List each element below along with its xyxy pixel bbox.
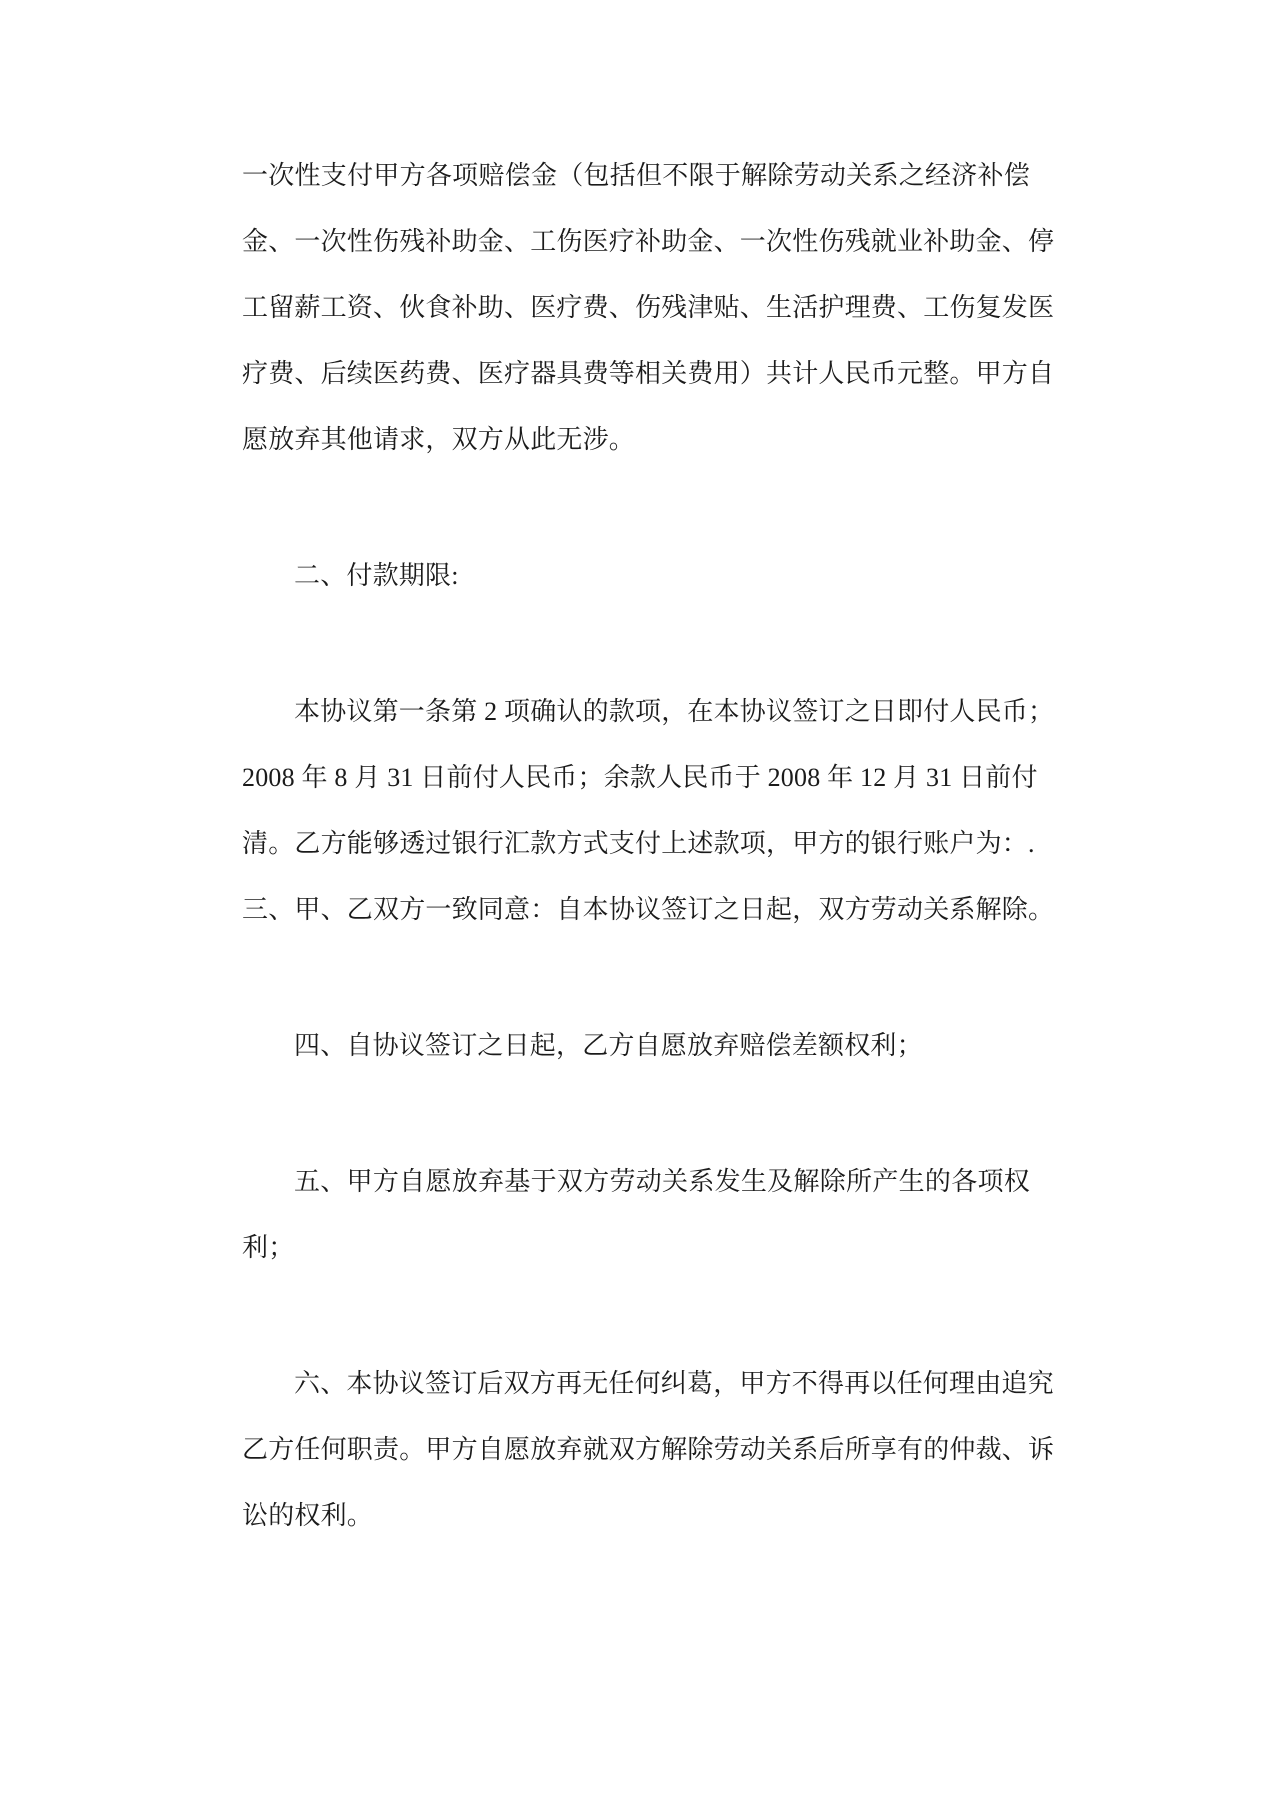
text-line: 讼的权利。 (242, 1501, 374, 1530)
text-line: 三、甲、乙双方一致同意：自本协议签订之日起，双方劳动关系解除。 (242, 895, 1055, 924)
text-line: 乙方任何职责。甲方自愿放弃就双方解除劳动关系后所享有的仲裁、诉 (242, 1435, 1055, 1464)
text-line: 二、付款期限: (294, 561, 459, 590)
text-line: 工留薪工资、伙食补助、医疗费、伤残津贴、生活护理费、工伤复发医 (242, 293, 1055, 322)
paragraph-clause-1-tail (242, 143, 1055, 473)
text-line: 一次性支付甲方各项赔偿金（包括但不限于解除劳动关系之经济补偿 (242, 161, 1030, 190)
text-line: 六、本协议签订后双方再无任何纠葛，甲方不得再以任何理由追究 (294, 1369, 1054, 1398)
text-line: 清。乙方能够透过银行汇款方式支付上述款项，甲方的银行账户为：. (242, 829, 1035, 858)
text-line: 金、一次性伤残补助金、工伤医疗补助金、一次性伤残就业补助金、停 (242, 227, 1055, 256)
text-line: 本协议第一条第 2 项确认的款项，在本协议签订之日即付人民币； (294, 697, 1055, 726)
text-line: 利； (242, 1233, 295, 1262)
paragraph-clause-4 (242, 1013, 1030, 1079)
paragraph-clause-6 (242, 1351, 1055, 1549)
text-line: 愿放弃其他请求，双方从此无涉。 (242, 425, 636, 454)
paragraph-clause-5 (242, 1149, 1030, 1281)
document-body (242, 143, 1055, 1549)
paragraph-clause-2-3-body (242, 679, 1055, 943)
paragraph-clause-2-heading (242, 543, 1030, 609)
text-line: 四、自协议签订之日起，乙方自愿放弃赔偿差额权利； (294, 1031, 923, 1060)
text-line: 五、甲方自愿放弃基于双方劳动关系发生及解除所产生的各项权 (294, 1167, 1030, 1196)
text-line: 疗费、后续医药费、医疗器具费等相关费用）共计人民币元整。甲方自 (242, 359, 1055, 388)
text-line: 2008 年 8 月 31 日前付人民币；余款人民币于 2008 年 12 月 31 日前付 (242, 763, 1038, 792)
